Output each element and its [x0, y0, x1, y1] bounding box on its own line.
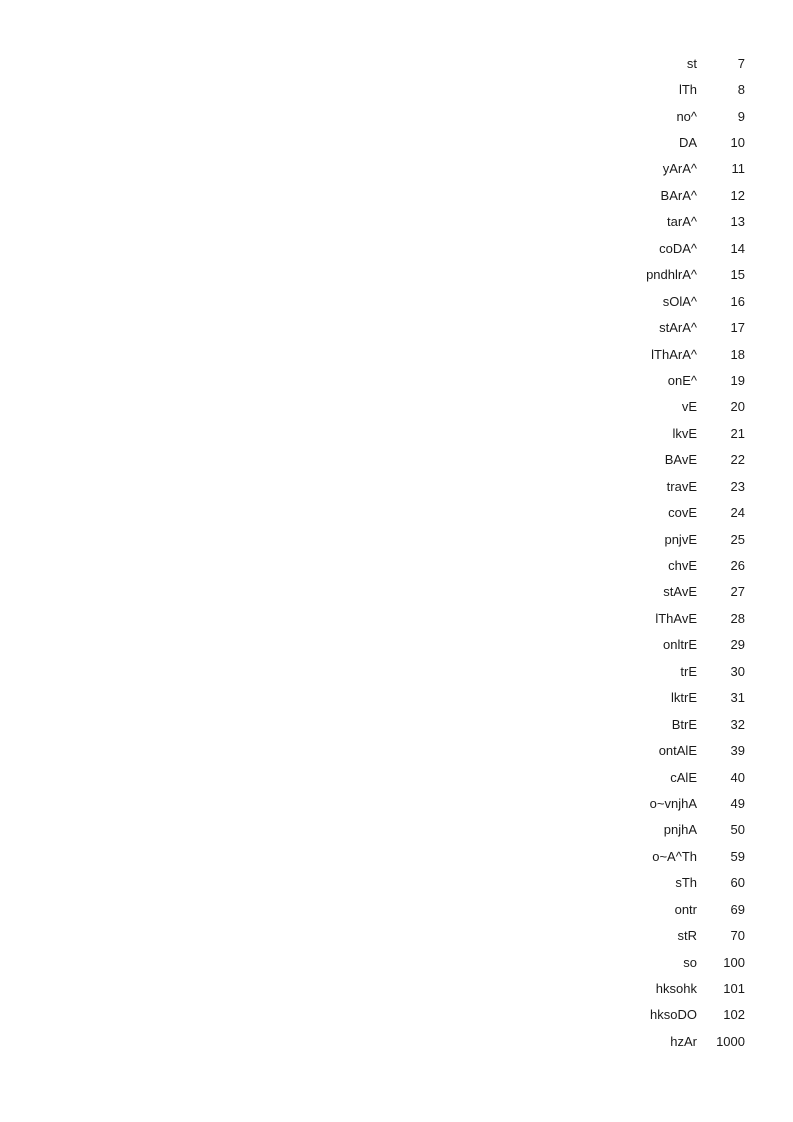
number-word: lThArA^ — [651, 346, 697, 362]
list-item — [600, 420, 750, 446]
number-word: tarA^ — [667, 214, 697, 230]
number-word: travE — [666, 478, 697, 494]
list-item — [600, 579, 750, 605]
list-item — [600, 341, 750, 367]
numeral: 12 — [730, 187, 745, 203]
list-item — [600, 235, 750, 261]
number-word: covE — [668, 505, 697, 521]
number-word: pnjhA — [663, 822, 697, 838]
numeral: 20 — [730, 399, 745, 415]
number-word: sTh — [675, 875, 697, 891]
number-word: yArA^ — [662, 161, 697, 177]
list-item — [600, 473, 750, 499]
list-item — [600, 499, 750, 525]
numeral: 28 — [730, 610, 745, 626]
number-word: trE — [680, 663, 697, 679]
numeral: 21 — [730, 425, 745, 441]
number-word: so — [683, 954, 697, 970]
numeral: 59 — [730, 848, 745, 864]
list-item — [600, 685, 750, 711]
number-word: hzAr — [670, 1033, 697, 1049]
list-item — [600, 711, 750, 737]
numeral: 50 — [730, 822, 745, 838]
number-word: ontr — [674, 901, 697, 917]
number-word: DA — [678, 135, 697, 151]
numeral: 24 — [730, 505, 745, 521]
number-word: chvE — [668, 558, 697, 574]
number-word: onE^ — [667, 372, 697, 388]
number-word: onltrE — [663, 637, 697, 653]
list-item — [600, 790, 750, 816]
number-word: stAvE — [663, 584, 697, 600]
numeral: 32 — [730, 716, 745, 732]
number-word: pndhlrA^ — [646, 267, 697, 283]
numeral: 25 — [730, 531, 745, 547]
numeral: 19 — [730, 372, 745, 388]
list-item — [600, 526, 750, 552]
numeral: 14 — [730, 240, 745, 256]
list-item — [600, 394, 750, 420]
numeral: 26 — [730, 558, 745, 574]
number-word: sOlA^ — [662, 293, 697, 309]
numeral: 11 — [731, 161, 745, 177]
list-item — [600, 314, 750, 340]
numeral: 9 — [737, 108, 745, 124]
list-item — [600, 1002, 750, 1028]
numeral: 102 — [723, 1007, 745, 1023]
number-word-list — [600, 50, 750, 1055]
number-word: no^ — [676, 108, 697, 124]
number-word: stR — [677, 928, 697, 944]
number-word: st — [686, 55, 697, 71]
list-item — [600, 552, 750, 578]
number-word: lkvE — [672, 425, 697, 441]
numeral: 18 — [730, 346, 745, 362]
numeral: 30 — [730, 663, 745, 679]
list-item — [600, 262, 750, 288]
numeral: 23 — [730, 478, 745, 494]
numeral: 8 — [737, 82, 745, 98]
list-item — [600, 50, 750, 76]
number-word: BArA^ — [660, 187, 697, 203]
list-item — [600, 209, 750, 235]
number-word: pnjvE — [664, 531, 697, 547]
number-word: stArA^ — [659, 320, 697, 336]
numeral: 13 — [730, 214, 745, 230]
list-item — [600, 843, 750, 869]
numeral: 29 — [730, 637, 745, 653]
numeral: 101 — [723, 981, 745, 997]
list-item — [600, 737, 750, 763]
list-item — [600, 447, 750, 473]
list-item — [600, 922, 750, 948]
number-word: lThAvE — [655, 610, 697, 626]
list-item — [600, 182, 750, 208]
number-word: coDA^ — [659, 240, 697, 256]
list-item — [600, 632, 750, 658]
list-item — [600, 975, 750, 1001]
numeral: 7 — [737, 55, 745, 71]
number-word: ontAlE — [658, 743, 697, 759]
list-item — [600, 129, 750, 155]
list-item — [600, 870, 750, 896]
number-word: cAlE — [670, 769, 697, 785]
numeral: 39 — [730, 743, 745, 759]
numeral: 49 — [730, 795, 745, 811]
numeral: 27 — [730, 584, 745, 600]
number-word: BAvE — [664, 452, 697, 468]
numeral: 31 — [730, 690, 745, 706]
number-word: hksohk — [655, 981, 697, 997]
numeral: 70 — [730, 928, 745, 944]
list-item — [600, 764, 750, 790]
numeral: 69 — [730, 901, 745, 917]
numeral: 17 — [730, 320, 745, 336]
number-word: BtrE — [671, 716, 697, 732]
list-item — [600, 896, 750, 922]
number-word: o~A^Th — [652, 848, 697, 864]
number-word: lktrE — [671, 690, 697, 706]
numeral: 15 — [730, 267, 745, 283]
list-item — [600, 288, 750, 314]
numeral: 100 — [723, 954, 745, 970]
list-item — [600, 658, 750, 684]
number-word: hksoDO — [650, 1007, 697, 1023]
numeral: 16 — [730, 293, 745, 309]
list-item — [600, 367, 750, 393]
list-item — [600, 1028, 750, 1054]
number-word: o~vnjhA — [649, 795, 697, 811]
list-item — [600, 103, 750, 129]
list-item — [600, 605, 750, 631]
numeral: 1000 — [716, 1033, 745, 1049]
numeral: 10 — [730, 135, 745, 151]
list-item — [600, 817, 750, 843]
number-word: lTh — [678, 82, 697, 98]
list-item — [600, 76, 750, 102]
number-word: vE — [681, 399, 697, 415]
list-item — [600, 949, 750, 975]
list-item — [600, 156, 750, 182]
numeral: 60 — [730, 875, 745, 891]
numeral: 22 — [730, 452, 745, 468]
numeral: 40 — [730, 769, 745, 785]
